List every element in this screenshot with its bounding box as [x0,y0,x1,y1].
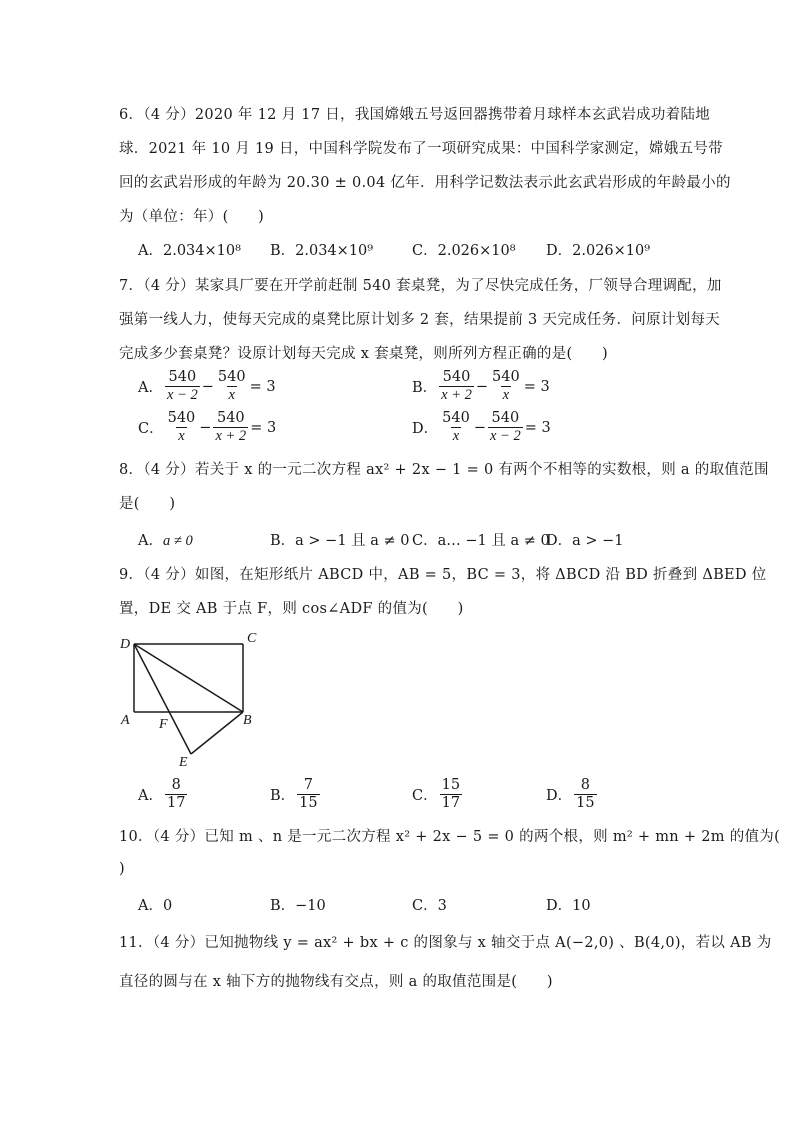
q9-line-1: 9．（4 分）如图，在矩形纸片 ABCD 中，AB = 5，BC = 3，将 ΔBCD 沿 BD 折叠到 ΔBED 位 [119,567,767,583]
q8-option-b[interactable]: B．a > −1 且 a ≠ 0 [270,533,410,549]
q9-option-d[interactable]: D． $\frac{8}{15}$ [546,777,595,811]
q6-option-c[interactable]: C．2.026×10⁸ [412,243,516,259]
q6-line-4: 为（单位：年）( ) [119,209,265,225]
q6-option-b[interactable]: B．2.034×10⁹ [270,243,374,259]
q7-line-2: 强第一线人力，使每天完成的桌凳比原计划多 2 套，结果提前 3 天完成任务．问原计划每天 [119,312,721,328]
diagonal-db [134,644,243,712]
q10-line-2: ) [119,861,125,877]
point-label-b: B [243,713,252,728]
q8-option-c[interactable]: C．a… −1 且 a ≠ 0 [412,533,550,549]
q7-option-c[interactable]: C． $\frac{540}{x}$ − $\frac{540}{x + 2}$ = 3 [138,410,277,444]
point-label-f: F [159,717,168,732]
fraction: $\frac{8}{17}$ [166,777,186,811]
q7-line-3: 完成多少套桌凳？设原计划每天完成 x 套桌凳，则所列方程正确的是( ) [119,346,609,362]
q10-option-a[interactable]: A．0 [138,898,173,914]
q11-line-1: 11．（4 分）已知抛物线 y = ax² + bx + c 的图象与 x 轴交于点 A(−2,0) 、B(4,0)，若以 AB 为 [119,935,772,951]
q7-option-d[interactable]: D． $\frac{540}{x}$ − $\frac{540}{x - 2}$ = 3 [412,410,551,444]
q6-line-1: 6．（4 分）2020 年 12 月 17 日，我国嫦娥五号返回器携带着月球样本玄武岩成功着陆地 [119,107,711,123]
q7-option-a[interactable]: A． $\frac{540}{x - 2}$ − $\frac{540}{x}$ = 3 [138,369,276,403]
q6-line-3: 回的玄武岩形成的年龄为 20.30 ± 0.04 亿年．用科学记数法表示此玄武岩形成的年龄最小的 [119,175,731,191]
q8-option-a[interactable]: A．a ≠ 0 [138,533,193,549]
q9-option-a[interactable]: A． $\frac{8}{17}$ [138,777,186,811]
edge-de [134,644,191,754]
fraction: $\frac{540}{x}$ [492,369,520,403]
fraction: $\frac{540}{x + 2}$ [215,410,247,444]
q9-line-2: 置，DE 交 AB 于点 F，则 cos∠ADF 的值为( ) [119,601,464,617]
q8-option-d[interactable]: D．a > −1 [546,533,624,549]
q6-option-d[interactable]: D．2.026×10⁹ [546,243,651,259]
q6-line-2: 球．2021 年 10 月 19 日，中国科学院发布了一项研究成果：中国科学家测定，嫦娥五号带 [119,141,723,157]
q6-option-a[interactable]: A．2.034×10⁸ [138,243,241,259]
point-label-c: C [247,631,257,646]
q8-line-2: 是( ) [119,496,176,512]
q9-option-b[interactable]: B． $\frac{7}{15}$ [270,777,318,811]
fraction: $\frac{540}{x}$ [167,410,196,444]
fraction: $\frac{540}{x + 2}$ [441,369,472,403]
fraction: $\frac{7}{15}$ [299,777,318,811]
point-label-a: A [121,713,130,728]
q7-line-1: 7．（4 分）某家具厂要在开学前赶制 540 套桌凳，为了尽快完成任务，厂领导合理调配，加 [119,278,722,294]
fraction: $\frac{15}{17}$ [441,777,461,811]
q7-option-b[interactable]: B． $\frac{540}{x + 2}$ − $\frac{540}{x}$ = 3 [412,369,550,403]
rectangle-fold-figure [110,620,270,770]
fraction: $\frac{8}{15}$ [576,777,595,811]
q10-line-1: 10．（4 分）已知 m 、n 是一元二次方程 x² + 2x − 5 = 0 的两个根，则 m² + mn + 2m 的值为( [119,829,781,845]
q9-option-c[interactable]: C． $\frac{15}{17}$ [412,777,461,811]
fraction: $\frac{540}{x}$ [442,410,470,444]
fraction: $\frac{540}{x - 2}$ [166,369,198,403]
q10-option-d[interactable]: D．10 [546,898,591,914]
q10-option-c[interactable]: C．3 [412,898,447,914]
fraction: $\frac{540}{x}$ [217,369,246,403]
point-label-d: D [120,637,131,652]
q10-option-b[interactable]: B．−10 [270,898,326,914]
fraction: $\frac{540}{x - 2}$ [489,410,521,444]
point-label-e: E [179,755,188,770]
q8-line-1: 8．（4 分）若关于 x 的一元二次方程 ax² + 2x − 1 = 0 有两个不相等的实数根，则 a 的取值范围 [119,462,769,478]
edge-eb [191,712,243,754]
q11-line-2: 直径的圆与在 x 轴下方的抛物线有交点，则 a 的取值范围是( ) [119,974,553,990]
